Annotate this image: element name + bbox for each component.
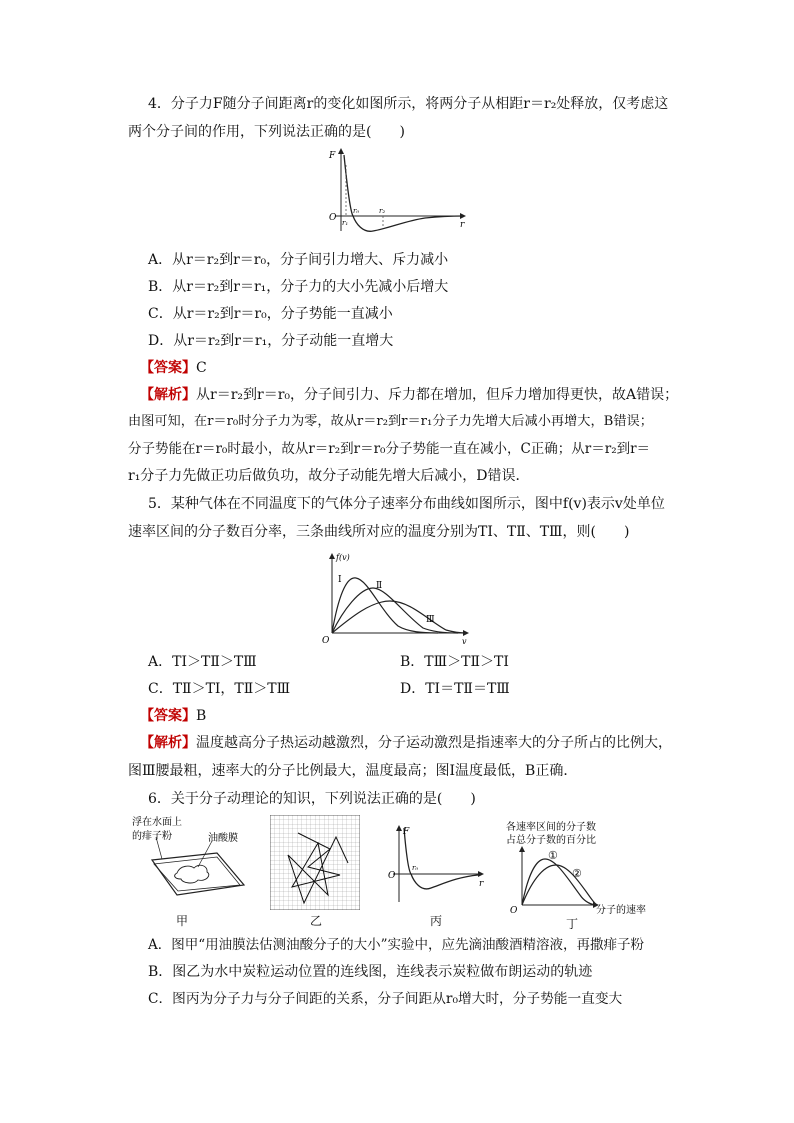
q6-ding-origin: O (510, 906, 518, 915)
q4-label-r2: r₂ (379, 207, 386, 215)
q4-answer-value: C (196, 360, 207, 376)
q5-stem-line2: 速率区间的分子数百分率，三条曲线所对应的温度分别为TⅠ、TⅡ、TⅢ，则( ) (128, 524, 630, 540)
q6-ding-curve-2: ② (572, 867, 582, 880)
q6-figure-jia (132, 815, 252, 910)
q5-curve-label-2: Ⅱ (376, 581, 383, 591)
q6-option-c: C．图丙为分子力与分子间距的关系，分子间距从r₀增大时，分子势能一直变大 (148, 991, 623, 1007)
q5-option-a: A．TⅠ＞TⅡ＞TⅢ (148, 654, 257, 670)
q6-caption-ding: 丁 (566, 917, 579, 931)
q6-bing-axis-F: F (403, 827, 410, 837)
q6-bing-axis-r: r (479, 879, 484, 889)
q4-force-graph (315, 145, 475, 235)
q4-analysis-text1: 从r＝r₂到r＝r₀，分子间引力、斥力都在增加，但斥力增加得更快，故A错误； (196, 387, 679, 403)
q4-stem-line1: 4．分子力F随分子间距离r的变化如图所示，将两分子从相距r＝r₂处释放，仅考虑这 (148, 96, 669, 112)
q4-answer (140, 358, 207, 378)
q5-analysis-line1 (140, 733, 672, 753)
q4-axis-r: r (460, 220, 465, 230)
q5-curve-label-1: Ⅰ (338, 575, 342, 585)
q6-figure-bing (383, 822, 488, 907)
q6-jia-label-film: 油酸膜 (208, 833, 238, 844)
q6-figure-yi (270, 815, 360, 910)
q5-origin: O (322, 636, 330, 646)
q6-ding-curve-1: ① (548, 849, 558, 862)
q5-answer (140, 706, 206, 726)
q4-analysis-line3: 分子势能在r＝r₀时最小，故从r＝r₂到r＝r₀分子势能一直在减小，C正确；从r＝r₂到r＝ (128, 441, 651, 457)
q6-bing-origin: O (388, 871, 396, 881)
q6-ding-title-2: 占总分子数的百分比 (506, 835, 596, 846)
q6-option-b: B．图乙为水中炭粒运动位置的连线图，连线表示炭粒做布朗运动的轨迹 (148, 964, 593, 980)
q4-analysis-line1 (140, 385, 678, 405)
q4-axis-F: F (329, 151, 336, 161)
q6-ding-title-1: 各速率区间的分子数 (506, 822, 596, 833)
q4-option-d: D．从r＝r₂到r＝r₁，分子动能一直增大 (148, 333, 394, 349)
q6-option-a: A．图甲“用油膜法估测油酸分子的大小”实验中，应先滴油酸酒精溶液，再撒痱子粉 (148, 937, 645, 953)
q5-curve-label-3: Ⅲ (426, 615, 435, 625)
q5-speed-distribution-graph (318, 548, 473, 648)
q5-option-c: C．TⅡ＞TⅠ，TⅡ＞TⅢ (148, 681, 291, 697)
q5-option-d: D．TⅠ＝TⅡ＝TⅢ (400, 681, 510, 697)
q4-label-r0: r₀ (353, 207, 360, 215)
q6-stem: 6．关于分子动理论的知识，下列说法正确的是( ) (148, 791, 476, 807)
q5-analysis-line2: 图Ⅲ腰最粗，速率大的分子比例最大，温度最高；图Ⅰ温度最低，B正确． (128, 763, 578, 779)
q5-answer-tag: 【答案】 (140, 708, 196, 724)
q4-stem-line2: 两个分子间的作用，下列说法正确的是( ) (128, 124, 405, 140)
q6-jia-label-powder-2: 的痱子粉 (132, 831, 172, 842)
q5-analysis-text1: 温度越高分子热运动越激烈，分子运动激烈是指速率大的分子所占的比例大， (196, 735, 672, 751)
q5-stem-line1: 5．某种气体在不同温度下的气体分子速率分布曲线如图所示，图中f(v)表示v处单位 (148, 496, 665, 512)
q5-axis-fv: f(v) (336, 553, 350, 562)
q4-analysis-line2: 由图可知，在r＝r₀时分子力为零，故从r＝r₂到r＝r₁分子力先增大后减小再增大，B错误； (128, 414, 653, 429)
q6-bing-label-r0: r₀ (412, 864, 419, 872)
q6-ding-xlabel: 分子的速率 (596, 905, 646, 915)
q5-axis-v: v (462, 637, 467, 646)
q4-option-b: B．从r＝r₂到r＝r₁，分子力的大小先减小后增大 (148, 279, 449, 295)
q6-figure-ding (500, 815, 690, 915)
q6-caption-yi: 乙 (310, 914, 323, 928)
q5-answer-value: B (196, 708, 207, 724)
q4-answer-tag: 【答案】 (140, 360, 196, 376)
q6-caption-jia: 甲 (176, 914, 189, 928)
q4-analysis-line4: r₁分子力先做正功后做负功，故分子动能先增大后减小，D错误． (128, 468, 530, 484)
q4-label-r1: r₁ (342, 219, 349, 227)
q6-caption-bing: 丙 (430, 914, 443, 928)
q4-analysis-tag: 【解析】 (140, 387, 196, 403)
q4-option-a: A．从r＝r₂到r＝r₀，分子间引力增大、斥力减小 (148, 252, 449, 268)
q6-jia-label-powder-1: 浮在水面上 (132, 817, 182, 828)
q4-origin: O (329, 213, 337, 223)
q5-option-b: B．TⅢ＞TⅡ＞TⅠ (400, 654, 509, 670)
q5-analysis-tag: 【解析】 (140, 735, 196, 751)
q4-option-c: C．从r＝r₂到r＝r₀，分子势能一直减小 (148, 306, 393, 322)
